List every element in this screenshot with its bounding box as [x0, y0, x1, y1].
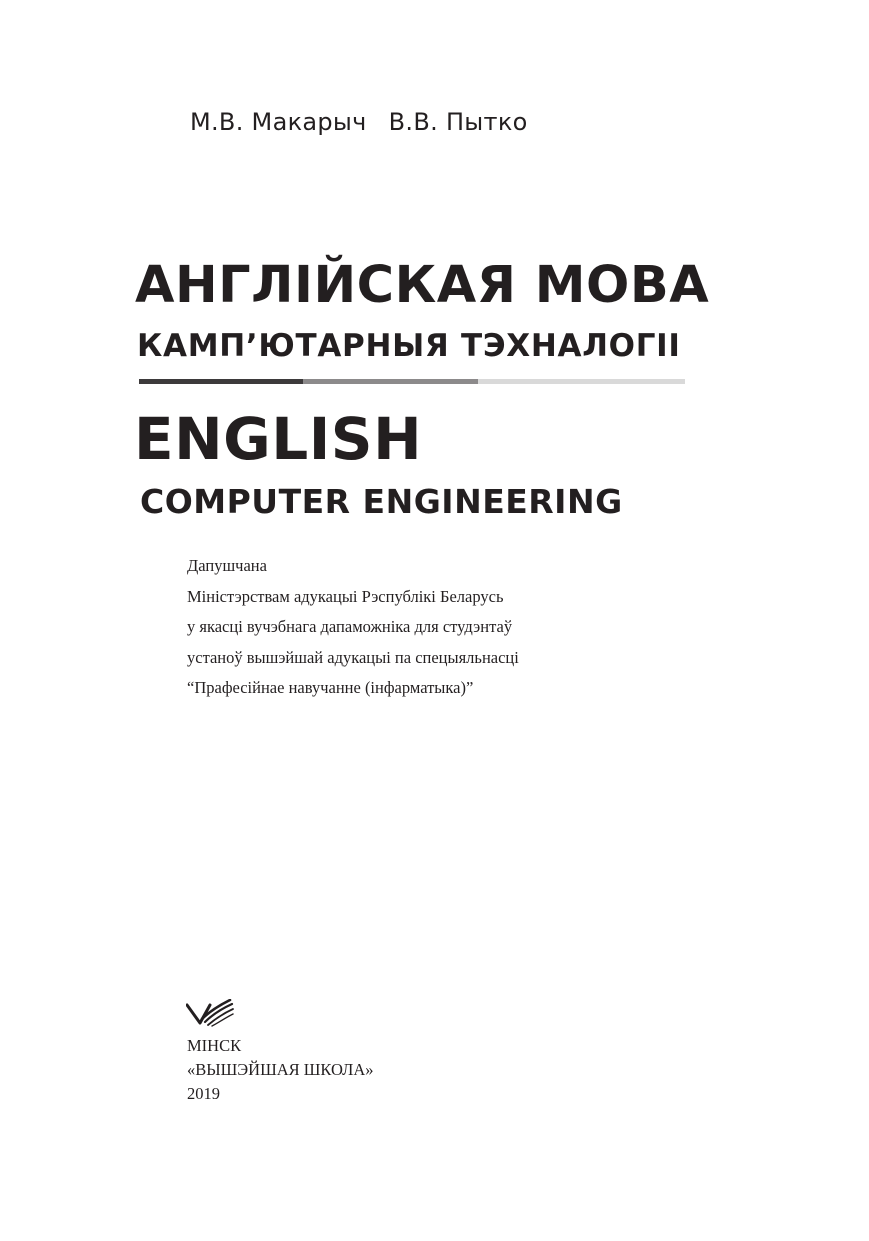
publication-year: 2019	[187, 1084, 220, 1103]
book-title-english: ENGLISH	[134, 405, 423, 473]
book-subtitle-english: COMPUTER ENGINEERING	[140, 482, 623, 521]
book-subtitle-belarusian: КАМП’ЮТАРНЫЯ ТЭХНАЛОГІІ	[137, 328, 681, 364]
divider-segment-light	[478, 379, 685, 384]
publisher-name: «ВЫШЭЙШАЯ ШКОЛА»	[187, 1060, 374, 1079]
approval-line: у якасці вучэбнага дапаможніка для студэнтаў	[187, 617, 513, 636]
approval-line: Міністэрствам адукацыі Рэспублікі Беларусь	[187, 586, 504, 606]
divider-segment-dark	[139, 379, 303, 384]
approval-line: устаноў вышэйшай адукацыі па спецыяльнасці	[187, 647, 519, 667]
author-name: В.В. Пытко	[388, 108, 528, 136]
author-name: М.В. Макарыч	[190, 108, 367, 136]
publisher-imprint	[187, 1034, 373, 1106]
divider-segment-mid	[303, 379, 478, 384]
book-title-belarusian: АНГЛІЙСКАЯ МОВА	[135, 256, 710, 315]
approval-line: Дапушчана	[187, 556, 267, 575]
title-divider	[139, 379, 685, 384]
approval-statement	[187, 551, 519, 704]
authors-line	[190, 108, 528, 136]
publisher-city: МІНСК	[187, 1036, 242, 1055]
approval-line: “Прафесійнае навучанне (інфарматыка)”	[187, 678, 474, 697]
publisher-logo-icon	[186, 999, 234, 1027]
